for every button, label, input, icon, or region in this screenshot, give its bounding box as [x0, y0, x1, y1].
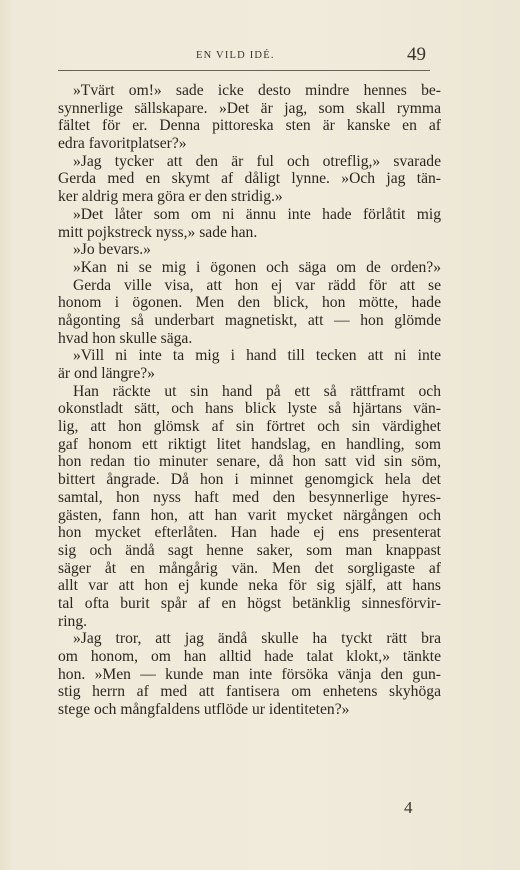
text-line: honom i ögonen. Men den blick, hon mötte, hade [58, 294, 441, 312]
running-head: EN VILD IDÉ. [196, 50, 275, 61]
text-line: edra favoritplatser?» [58, 135, 187, 153]
text-line: fältet för er. Denna pittoreska sten är kanske en af [58, 117, 441, 135]
text-line: »Jo bevars.» [73, 241, 151, 259]
text-line: allt var att hon ej kunde neka för sig själf, att hans [58, 577, 441, 595]
page-header [58, 44, 430, 71]
text-line: samtal, hon nyss haft med den besynnerlige hyres- [58, 488, 441, 506]
text-line: »Vill ni inte ta mig i hand till tecken att ni inte [73, 347, 441, 365]
text-line: hon. »Men — kunde man inte försöka vänja den gun- [58, 665, 441, 683]
text-line: gästen, fann hon, att han varit mycket närgången och [58, 506, 441, 524]
text-line: Gerda ville visa, att hon ej var rädd för att se [73, 276, 441, 294]
text-line: synnerlige sällskapare. »Det är jag, som skall rymma [58, 99, 441, 117]
text-line: hvad hon skulle säga. [58, 329, 193, 347]
signature-mark: 4 [404, 798, 413, 817]
text-line: »Jag tror, att jag ändå skulle ha tyckt rätt bra [73, 630, 441, 648]
text-line: hon redan tio minuter senare, då hon satt vid sin söm, [58, 453, 441, 471]
text-line: gaf honom ett riktigt litet handslag, en handling, som [58, 435, 441, 453]
text-line: hon mycket efterlåten. Han hade ej ens presenterat [58, 524, 441, 542]
text-line: bittert ångrade. Då hon i minnet genomgick hela det [58, 471, 441, 489]
text-line: stig herrn af med att fantisera om enhetens skyhöga [58, 683, 441, 701]
text-line: »Det låter som om ni ännu inte hade förlåtit mig [73, 205, 441, 223]
text-line: Han räckte ut sin hand på ett så rättframt och [73, 382, 441, 400]
text-line: lig, att hon glömsk af sin förtret och sin värdighet [58, 418, 441, 436]
text-line: säger åt en mångårig vän. Men det sorgligaste af [58, 559, 441, 577]
text-line: stege och mångfaldens utflöde ur identiteten?» [58, 701, 350, 719]
text-line: »Jag tycker att den är ful och otreflig,» svarade [73, 152, 441, 170]
text-line: tal ofta burit spår af en högst betänklig sinnesförvir- [58, 594, 441, 612]
text-line: sig och ändå sagt henne saker, som man knappast [58, 541, 441, 559]
text-line: ker aldrig mera göra er den stridig.» [58, 188, 283, 206]
text-line: Gerda med en skymt af dåligt lynne. »Och jag tän- [58, 170, 441, 188]
text-line: någonting så underbart magnetiskt, att — hon glömde [58, 311, 441, 329]
text-line: om honom, om han alltid hade talat klokt,» tänkte [58, 648, 441, 665]
text-line: okonstladt sätt, och hans blick lyste så hjärtans vän- [58, 400, 441, 418]
body-text [58, 82, 441, 719]
text-line: »Kan ni se mig i ögonen och säga om de orden?» [73, 258, 441, 276]
text-line: mitt pojkstreck nyss,» sade han. [58, 223, 258, 241]
text-line: ring. [58, 612, 88, 630]
page-number: 49 [407, 44, 426, 65]
text-line: »Tvärt om!» sade icke desto mindre hennes be- [73, 82, 441, 99]
text-line: är ond längre?» [58, 365, 155, 382]
